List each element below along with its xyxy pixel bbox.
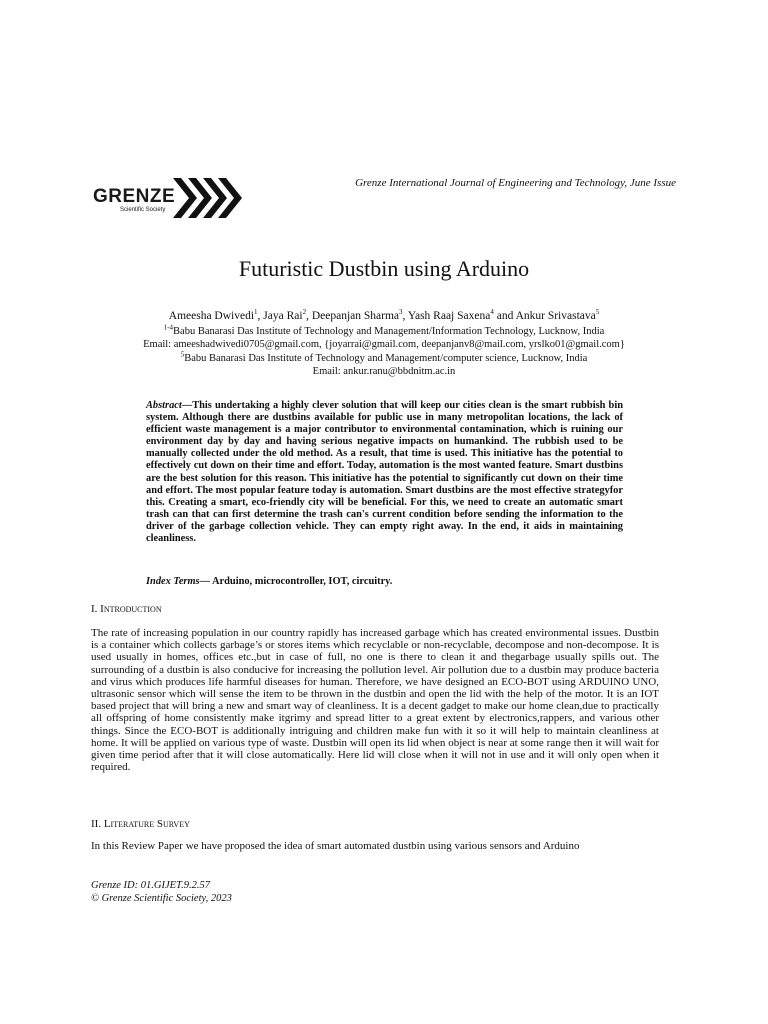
abstract-text: —This undertaking a highly clever solution that will keep our cities clean is the smart rubbish bin system. Although there are dustbins available for public use in many metropolitan locations, the lack of efficient waste management is a major contributor to environmental contamination, which is ruining our environment day by day and having serious negative impacts on humankind. The rubbish used to be manually collected under the old method. As a result, that time is used. This initiative has the potential to effectively cut down on their time and effort. Today, automation is the most wanted feature. Smart dustbins are the best solution for this reason. This initiative has the potential to significantly cut down on their time and effort. The most popular feature today is automation. Smart dustbins are the most effective strategyfor this. Creating a smart, eco-friendly city will be beneficial. For this, we need to create an automatic smart trash can that can first determine the trash can's current condition before sending the information to the driver of the garbage collection vehicle. They can empty right away. In the end, it aids in maintaining cleanliness. — [146, 400, 623, 545]
email-1: Email: ameeshadwivedi0705@gmail.com, {joyarrai@gmail.com, deepanjanv8@mail.com, yrslko01@gmail.com} — [143, 339, 625, 350]
abstract-label: Abstract — [146, 400, 182, 411]
paper-title: Futuristic Dustbin using Arduino — [238, 256, 530, 281]
journal-name: Grenze International Journal of Engineering and Technology, June Issue — [355, 177, 676, 189]
section-heading-literature-survey: II. Literature Survey — [91, 818, 190, 830]
grenze-id: Grenze ID: 01.GIJET.9.2.57 — [91, 880, 210, 891]
literature-paragraph: In this Review Paper we have proposed the idea of smart automated dustbin using various sensors and Arduino — [91, 840, 580, 852]
index-terms: Index Terms— Arduino, microcontroller, IOT, circuitry. — [146, 576, 393, 587]
footer — [91, 880, 232, 905]
author-list: Ameesha Dwivedi$^1$, Jaya Rai$^2$, Deepanjan Sharma$^3$, Yash Raaj Saxena$^4$ and Ankur Srivastava$^5$ — [168, 308, 600, 322]
copyright: © Grenze Scientific Society, 2023 — [91, 892, 232, 904]
abstract — [146, 400, 623, 545]
email-2: Email: ankur.ranu@bbdnitm.ac.in — [312, 366, 456, 377]
index-terms-label: Index Terms — [146, 576, 200, 587]
logo-subtitle: Scientific Society — [120, 207, 166, 213]
introduction-paragraph: The rate of increasing population in our country rapidly has increased garbage which has created environmental issues. Dustbin is a container which collects garbage’s or stores items which recyclable or non-recyclable, decompose and non-decompose. It is used usually in homes, offices etc.,but in case of full, no one is there to clean it and thegarbage usually spills out. The surrounding of a dustbin is also conducive for increasing the pollution level. Air pollution due to a dustbin may produce bacteria and virus which produces life harmful diseases for human. Therefore, we have designed an ECO-BOT using ARDUINO UNO, ultrasonic sensor which will sense the item to be thrown in the dustbin and open the lid with the help of the motor. It is an IOT based project that will bring a new and smart way of cleanliness. It is a decent gadget to make our home clean,due to practically all offspring of home consistently make itgrimy and spread litter to a great extent by electronics,rappers, and various other things. Since the ECO-BOT is additionally intriguing and children make fun with it so it will help to maintain cleanliness at home. It will be applied on various type of waste. Dustbin will open its lid when object is near at some range then it will wait for given time period after that it will close automatically. Here lid will close when it will not in use and it will only open when it required. — [91, 627, 659, 774]
chevron-arrows-icon — [173, 176, 245, 220]
affiliation-1: $^{1-4}$Babu Banarasi Das Institute of Technology and Management/Information Technology, Lucknow, India — [163, 323, 605, 337]
affiliation-2: $^5$Babu Banarasi Das Institute of Technology and Management/computer science, Lucknow, India — [180, 350, 588, 364]
grenze-logo — [93, 176, 253, 220]
section-heading-introduction: I. Introduction — [91, 603, 162, 615]
logo-wordmark: GRENZE — [93, 186, 176, 207]
author-block — [0, 310, 768, 379]
